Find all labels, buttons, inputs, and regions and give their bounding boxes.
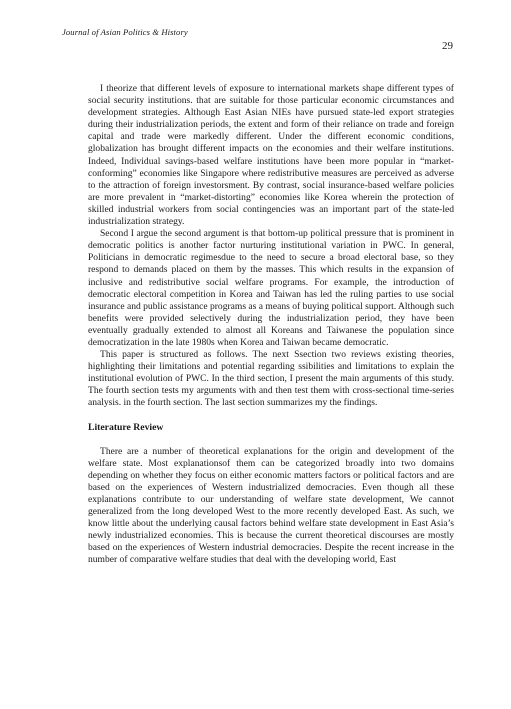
body-paragraph-2: Second I argue the second argument is that bottom-up political pressure that is prominent in democratic politics is another factor nurturing institutional variation in PWC. In general, Politicians in democratic regimesdue to the need to secure a broad electoral base, so they respond to demands placed on them by the masses. This which results in the expansion of inclusive and redistributive social welfare programs. For example, the introduction of democratic electoral competition in Korea and Taiwan has led the ruling parties to use social insurance and public assistance programs as a means of buying political support. Although such benefits were provided selectively during the industrialization period, they have been eventually gradually extended to almost all Koreans and Taiwanese the population since democratization in the late 1980s when Korea and Taiwan became democratic. xyxy=(88,228,454,348)
body-paragraph-1: I theorize that different levels of exposure to international markets shape different types of social security institutions. that are suitable for those particular economic circumstances and development strategies. Although East Asian NIEs have pursued state-led export strategies during their industrialization periods, the extent and form of their reliance on trade and foreign capital and trade were markedly different. Under the different economic conditions, globalization has brought different impacts on the economies and their welfare institutions. Indeed, Individual savings-based welfare institutions have been more popular in “market-conforming” economies like Singapore where redistributive measures are perceived as adverse to the attraction of foreign investorsment. By contrast, social insurance-based welfare policies are more prevalent in “market-distorting” economies like Korea wherein the protection of skilled industrial workers from social contingencies was an important part of the state-led industrialization strategy. xyxy=(88,83,454,228)
journal-title: Journal of Asian Politics & History xyxy=(62,27,188,37)
body-paragraph-3: This paper is structured as follows. The next Ssection two reviews existing theories, highlighting their limitations and potential regarding ssibilities and limitations to explain the institutional evolution of PWC. In the third section, I present the main arguments of this study. The fourth section tests my arguments with and then test them with cross-sectional time-series analysis. in the fourth section. The last section summarizes my the findings. xyxy=(88,349,454,409)
section-heading: Literature Review xyxy=(88,421,164,433)
page-number: 29 xyxy=(442,40,453,52)
page-body xyxy=(88,83,454,567)
section-paragraph-1: There are a number of theoretical explanations for the origin and development of the welfare state. Most explanationsof them can be categorized broadly into two domains depending on whether they focus on either economic matters factors or political factors and are based on the experiences of Western industrialized democracies. Even though all these explanations contribute to our understanding of welfare state development, We cannot generalized from the long developed West to the more recently developed East. As such, we know little about the underlying causal factors behind welfare state development in East Asia’s newly industrialized economies. This is because the current theoretical discourses are mostly based on the experiences of Western industrial democracies. Despite the recent increase in the number of comparative welfare studies that deal with the developing world, East xyxy=(88,445,454,566)
